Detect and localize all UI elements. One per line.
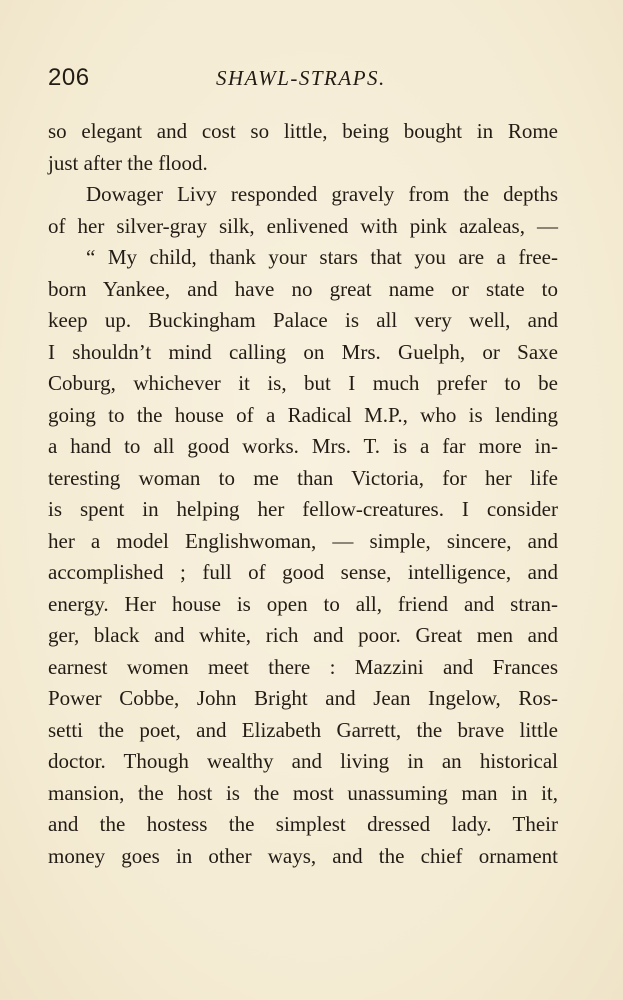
text-line: setti the poet, and Elizabeth Garrett, the brave little — [48, 717, 558, 742]
text-line: of her silver-gray silk, enlivened with pink azaleas, — — [48, 213, 558, 238]
text-line: “ My child, thank your stars that you are a free- — [86, 245, 558, 269]
text-line: a hand to all good works. Mrs. T. is a far more in- — [48, 434, 558, 458]
text-line: earnest women meet there : Mazzini and Frances — [48, 654, 558, 679]
text-line: I shouldn’t mind calling on Mrs. Guelph, or Saxe — [48, 339, 558, 364]
text-line: Power Cobbe, John Bright and Jean Ingelow, Ros- — [48, 686, 558, 710]
text-line: going to the house of a Radical M.P., who is lending — [48, 402, 558, 427]
text-line: just after the flood. — [48, 150, 208, 175]
text-line: her a model Englishwoman, — simple, sincere, and — [48, 528, 558, 553]
text-line: keep up. Buckingham Palace is all very well, and — [48, 308, 558, 332]
text-line: is spent in helping her fellow-creatures. I consider — [48, 497, 558, 521]
text-line: and the hostess the simplest dressed lady. Their — [48, 812, 558, 836]
text-line: teresting woman to me than Victoria, for her life — [48, 465, 558, 490]
text-line: born Yankee, and have no great name or state to — [48, 276, 558, 301]
page-number: 206 — [48, 64, 90, 91]
text-line: mansion, the host is the most unassuming man in it, — [48, 780, 558, 805]
text-line: doctor. Though wealthy and living in an historical — [48, 749, 558, 773]
text-line: energy. Her house is open to all, friend and stran- — [48, 591, 558, 616]
text-line: Coburg, whichever it is, but I much prefer to be — [48, 371, 558, 395]
text-line: accomplished ; full of good sense, intelligence, and — [48, 560, 558, 584]
text-line: so elegant and cost so little, being bought in Rome — [48, 119, 558, 143]
page-header — [48, 64, 558, 98]
running-head: SHAWL-STRAPS. — [216, 66, 386, 90]
text-line: money goes in other ways, and the chief ornament — [48, 843, 558, 868]
text-line: ger, black and white, rich and poor. Great men and — [48, 623, 558, 647]
text-line: Dowager Livy responded gravely from the depths — [86, 182, 558, 206]
body-text — [48, 116, 558, 872]
